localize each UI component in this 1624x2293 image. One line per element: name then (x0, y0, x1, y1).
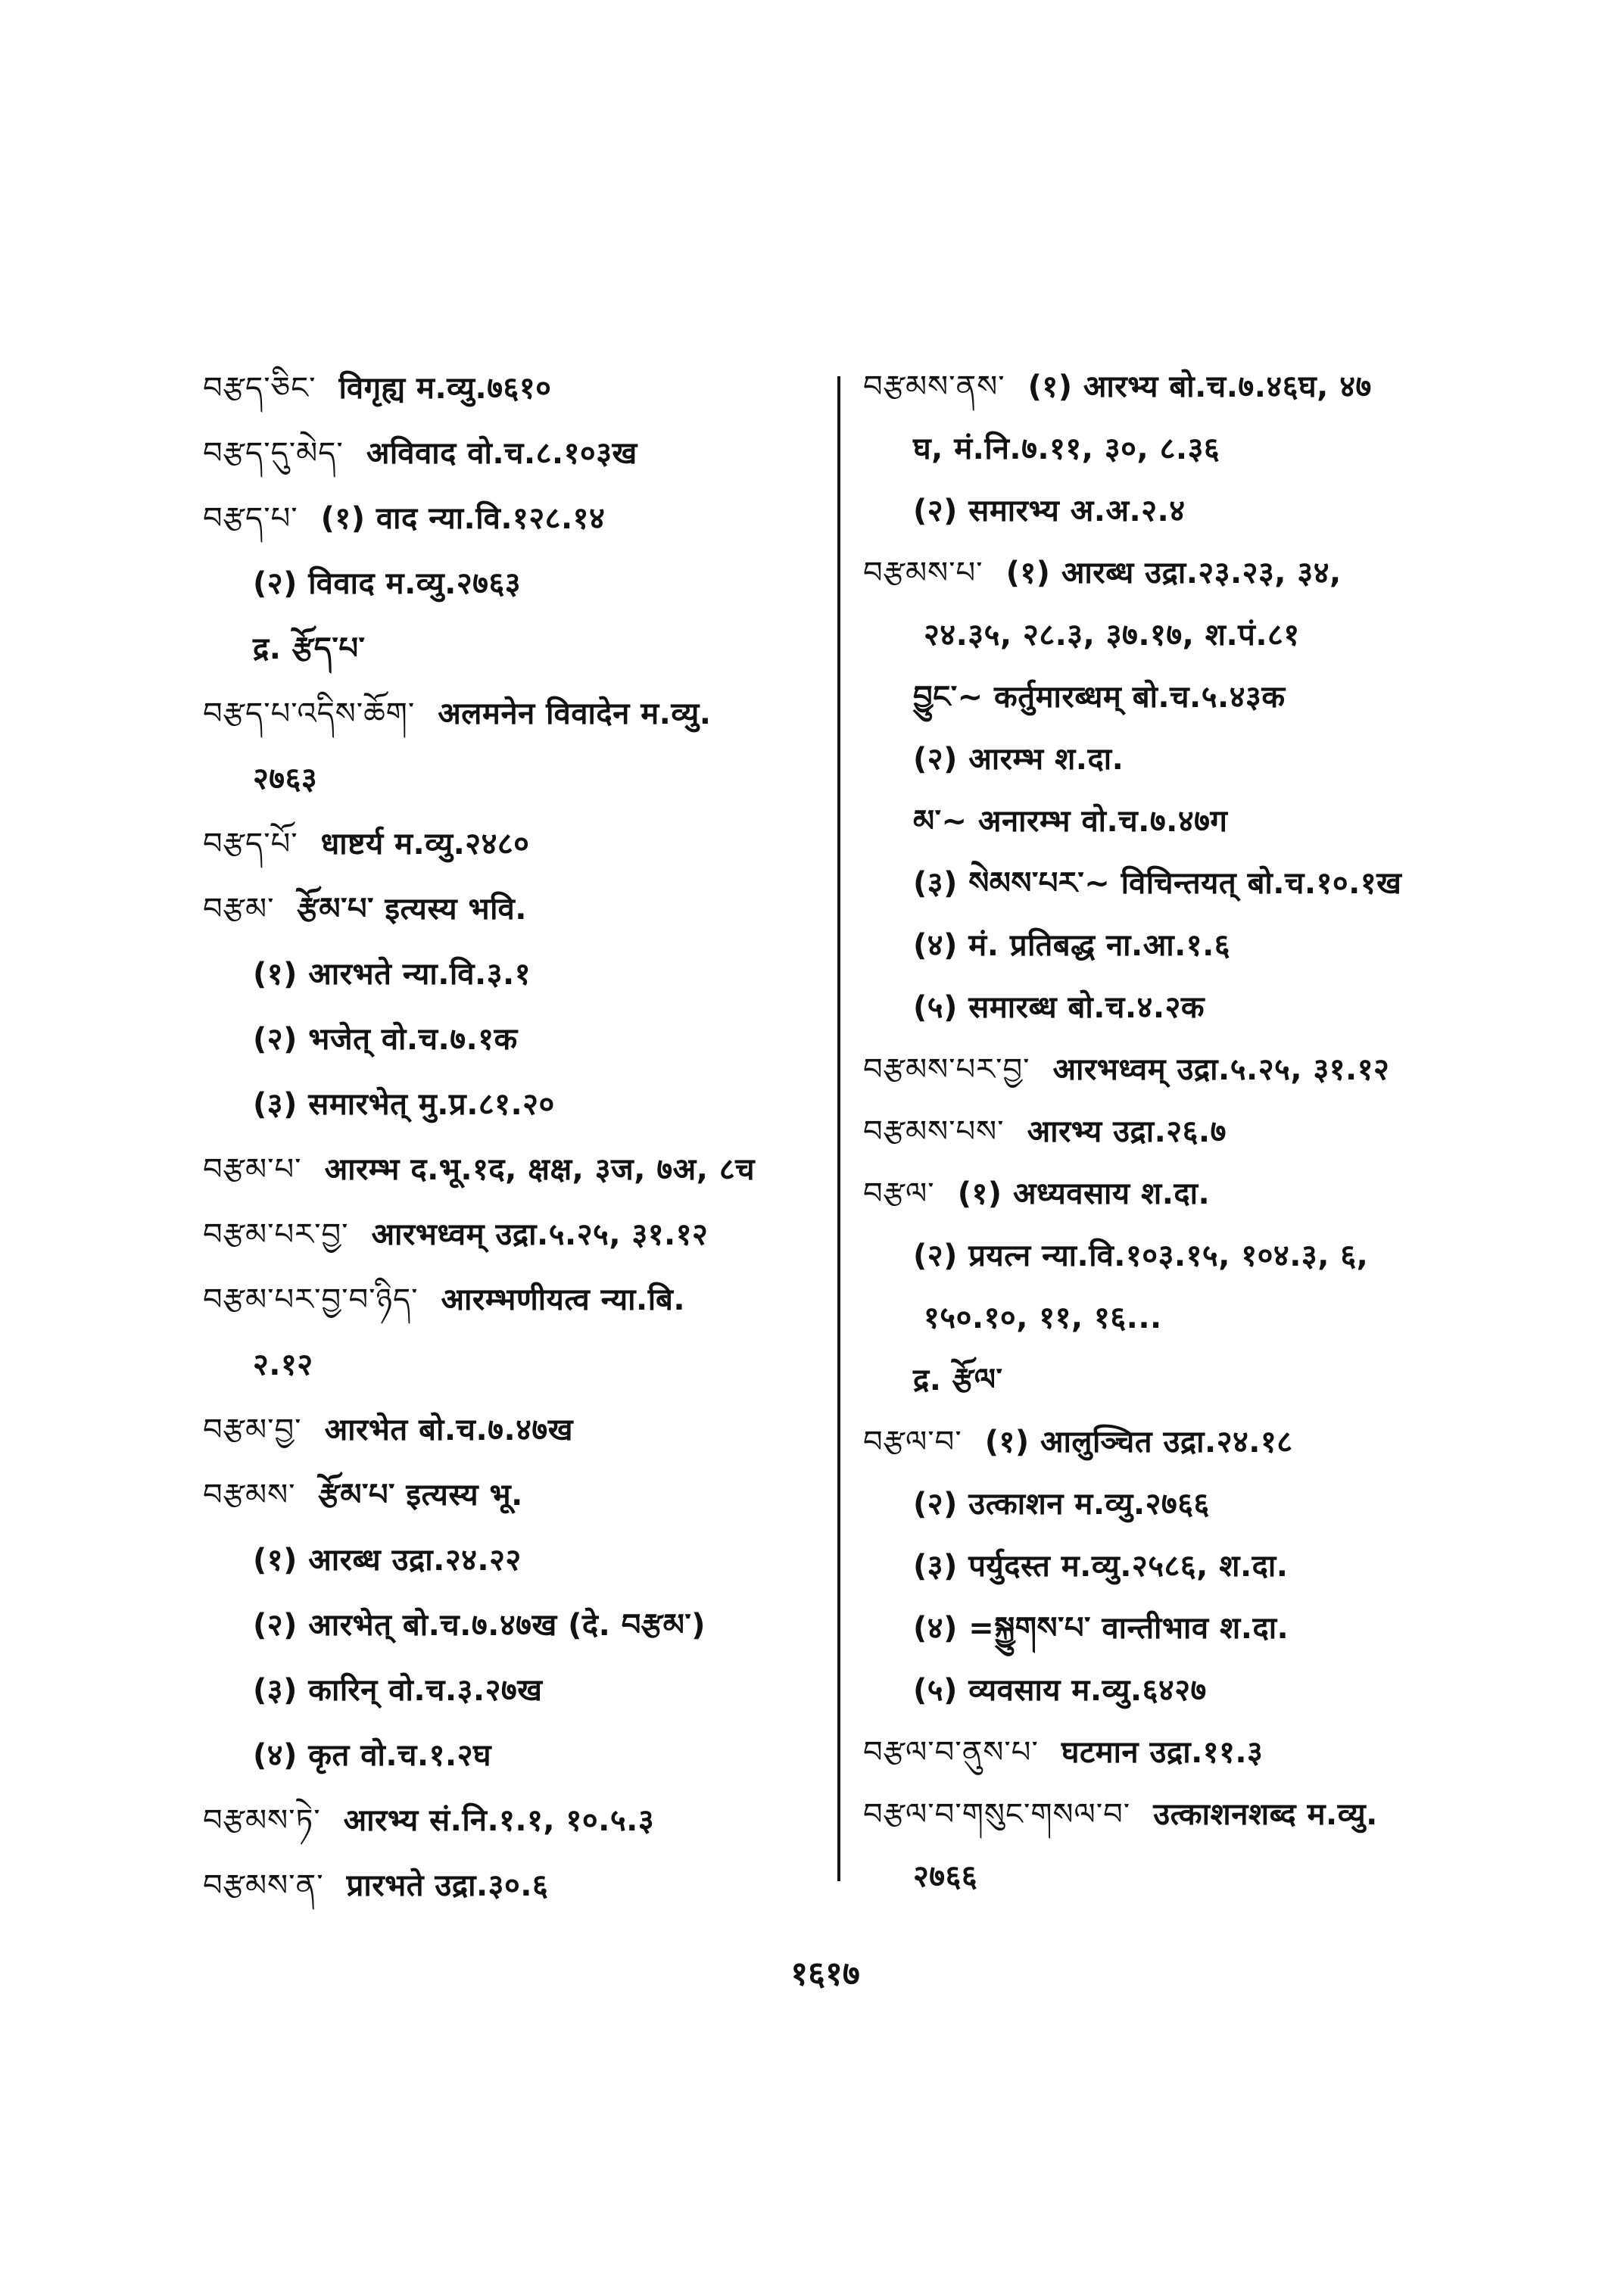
entry-text: (२) समारभ्य अ.अ.२.४ (913, 494, 1186, 528)
entry-text: आरभ्य सं.नि.१.१, १०.५.३ (343, 1803, 655, 1838)
entry-text: (१) आरब्ध उद्रा.२४.२२ (253, 1543, 522, 1578)
entry-text: २७६६ (913, 1859, 978, 1894)
entry-line (203, 1593, 835, 1658)
tibetan-headword: བརྩམས་ཏེ་ (203, 1803, 321, 1838)
entry-text: (२) विवाद म.व्यु.२७६३ (253, 566, 522, 601)
entry-text: (१) आरभ्य बो.च.७.४६घ, ४७ (1027, 369, 1372, 404)
entry-text: आरभेत बो.च.७.४७ख (324, 1413, 573, 1447)
entry-text: རྩོམ་པ་ इत्यस्य भवि. (297, 892, 527, 927)
entry-line (863, 480, 1545, 542)
entry-line (863, 1039, 1545, 1101)
entry-text: (२) प्रयत्न न्या.वि.१०३.१५, १०४.३, ६, (913, 1238, 1369, 1273)
entry-text: आरभध्वम् उद्रा.५.२५, ३१.१२ (1052, 1052, 1390, 1087)
entry-line (203, 1137, 835, 1202)
tibetan-headword: བརྩམ་པར་བྱ་ (203, 1217, 349, 1252)
tibetan-headword: བརྩམས་པ་ (863, 556, 983, 590)
entry-text: (१) अध्यवसाय श.दा. (957, 1176, 1211, 1211)
entry-text: आरभध्वम् उद्रा.५.२५, ३१.१२ (371, 1217, 709, 1252)
entry-line (203, 877, 835, 942)
entry-line (863, 542, 1545, 604)
entry-line (863, 1535, 1545, 1597)
tibetan-headword: བརྩམ་པ་ (203, 1152, 302, 1187)
entry-line (863, 666, 1545, 728)
column-right (863, 356, 1545, 1908)
entry-line (203, 1528, 835, 1593)
tibetan-headword: བརྩལ་བ་ནུས་པ་ (863, 1735, 1039, 1770)
entry-text: (२) आरम्भ श.दा. (913, 742, 1124, 777)
tibetan-headword: བརྩམས་པས་ (863, 1114, 1005, 1149)
entry-text: २७६३ (253, 762, 318, 796)
entry-text: (४) मं. प्रतिबद्ध ना.आ.१.६ (913, 928, 1231, 963)
entry-line (863, 604, 1545, 666)
entry-text: अविवाद वो.च.८.१०३ख (366, 436, 637, 471)
entry-line (203, 681, 835, 746)
tibetan-headword: བརྩམ་ (203, 892, 275, 927)
entry-text: (२) भजेत् वो.च.७.१क (253, 1022, 518, 1057)
entry-text: (५) व्यवसाय म.व्यु.६४२७ (913, 1673, 1207, 1708)
entry-line (203, 746, 835, 812)
entry-text: རྩོམ་པ་ इत्यस्य भू. (318, 1478, 523, 1513)
entry-text: (४) =སྐྱུགས་པ་ वान्तीभाव श.दा. (913, 1611, 1289, 1646)
entry-line (863, 418, 1545, 480)
entry-line (203, 551, 835, 616)
entry-line (863, 1287, 1545, 1349)
entry-text: (३) སེམས་པར་~ विचिन्तयत् बो.च.१०.१ख (913, 866, 1402, 901)
entry-text: विगृह्य म.व्यु.७६१० (338, 371, 552, 406)
tibetan-headword: བརྩལ་བ་ (863, 1425, 962, 1460)
entry-line (203, 1723, 835, 1788)
page-number: १६१७ (790, 1955, 860, 1993)
entry-text: १५०.१०, ११, १६... (924, 1301, 1162, 1335)
entry-line (863, 1784, 1545, 1846)
entry-text: (१) आलुञ्चित उद्रा.२४.१८ (984, 1425, 1293, 1460)
entry-line (863, 1846, 1545, 1908)
entry-text: (३) पर्युदस्त म.व्यु.२५८६, श.दा. (913, 1549, 1289, 1584)
entry-line (863, 1721, 1545, 1784)
entry-line (863, 1163, 1545, 1225)
entry-line (863, 1597, 1545, 1659)
entry-text: (३) कारिन् वो.च.३.२७ख (253, 1673, 543, 1708)
entry-line (863, 1349, 1545, 1411)
tibetan-headword: བརྩད་པ་ (203, 501, 298, 536)
entry-text: द्र. རྩོད་པ་ (253, 631, 366, 666)
entry-line (863, 1659, 1545, 1721)
entry-text: (५) समारब्ध बो.च.४.२क (913, 990, 1205, 1025)
tibetan-headword: བརྩམ་པར་བྱ་བ་ཉིད་ (203, 1282, 419, 1317)
tibetan-headword: བརྩད་པོ་ (203, 827, 298, 861)
tibetan-headword: བརྩད་ཅིང་ (203, 371, 316, 406)
entry-line (863, 356, 1545, 418)
entry-text: བྱུང་~ कर्तुमारब्धम् बो.च.५.४३क (913, 680, 1286, 715)
entry-text: आरम्भणीयत्व न्या.बि. (441, 1282, 686, 1317)
entry-line (863, 1473, 1545, 1535)
entry-text: २४.३५, २८.३, ३७.१७, श.पं.८१ (924, 618, 1300, 653)
entry-text: द्र. རྩོལ་ (913, 1363, 1003, 1397)
entry-text: आरम्भ द.भू.१द, क्षक्ष, ३ज, ७अ, ८च (324, 1152, 756, 1187)
entry-text: (२) उत्काशन म.व्यु.२७६६ (913, 1487, 1210, 1522)
tibetan-headword: བརྩམས་ (203, 1478, 296, 1513)
entry-line (203, 1658, 835, 1723)
entry-line (863, 728, 1545, 790)
entry-line (203, 1267, 835, 1332)
entry-line (203, 486, 835, 551)
entry-line (203, 1007, 835, 1072)
entry-text: घटमान उद्रा.११.३ (1061, 1735, 1264, 1770)
tibetan-headword: བརྩམ་བྱ་ (203, 1413, 302, 1447)
entry-text: घ, मं.नि.७.११, ३०, ८.३६ (913, 431, 1220, 466)
tibetan-headword: བརྩལ་བ་གསུང་གསལ་བ་ (863, 1797, 1131, 1832)
column-left (203, 356, 835, 1918)
entry-line (203, 942, 835, 1007)
tibetan-headword: བརྩམས་པར་བྱ་ (863, 1052, 1030, 1087)
entry-text: (१) आरभते न्या.वि.३.१ (253, 957, 531, 992)
tibetan-headword: བརྩད་པ་འདིས་ཆོག་ (203, 696, 416, 731)
entry-line (203, 1332, 835, 1397)
entry-text: प्रारभते उद्रा.३०.६ (346, 1868, 549, 1903)
entry-line (203, 1788, 835, 1853)
entry-text: अलमनेन विवादेन म.व्यु. (438, 696, 712, 731)
tibetan-headword: བརྩད་དུ་མེད་ (203, 436, 344, 471)
tibetan-headword: བརྩམས་ན་ (203, 1868, 324, 1903)
entry-text: (१) वाद न्या.वि.१२८.१४ (320, 501, 606, 536)
entry-line (203, 1072, 835, 1137)
entry-text: (३) समारभेत् मु.प्र.८१.२० (253, 1087, 555, 1122)
tibetan-headword: བརྩམས་ནས་ (863, 369, 1005, 404)
entry-text: आरभ्य उद्रा.२६.७ (1027, 1114, 1227, 1149)
entry-text: उत्काशनशब्द म.व्यु. (1153, 1797, 1378, 1832)
entry-line (863, 1225, 1545, 1287)
entry-line (203, 1202, 835, 1267)
entry-text: धाष्टर्य म.व्यु.२४८० (320, 827, 530, 861)
entry-text: (२) आरभेत् बो.च.७.४७ख (दे. བརྩམ་) (253, 1608, 706, 1643)
entry-line (203, 812, 835, 877)
entry-line (203, 1397, 835, 1463)
entry-text: མ་~ अनारम्भ वो.च.७.४७ग (913, 804, 1228, 839)
entry-line (203, 616, 835, 681)
entry-line (203, 1853, 835, 1918)
entry-line (863, 852, 1545, 914)
entry-line (863, 914, 1545, 977)
entry-line (863, 977, 1545, 1039)
entry-text: २.१२ (253, 1347, 313, 1382)
entry-text: (१) आरब्ध उद्रा.२३.२३, ३४, (1005, 556, 1342, 590)
entry-line (863, 1101, 1545, 1163)
entry-line (203, 421, 835, 486)
entry-line (863, 1411, 1545, 1473)
entry-line (203, 1463, 835, 1528)
tibetan-headword: བརྩལ་ (863, 1176, 935, 1211)
entry-text: (४) कृत वो.च.१.२घ (253, 1738, 492, 1773)
column-divider-rule (837, 376, 840, 1881)
entry-line (203, 356, 835, 421)
entry-line (863, 790, 1545, 852)
